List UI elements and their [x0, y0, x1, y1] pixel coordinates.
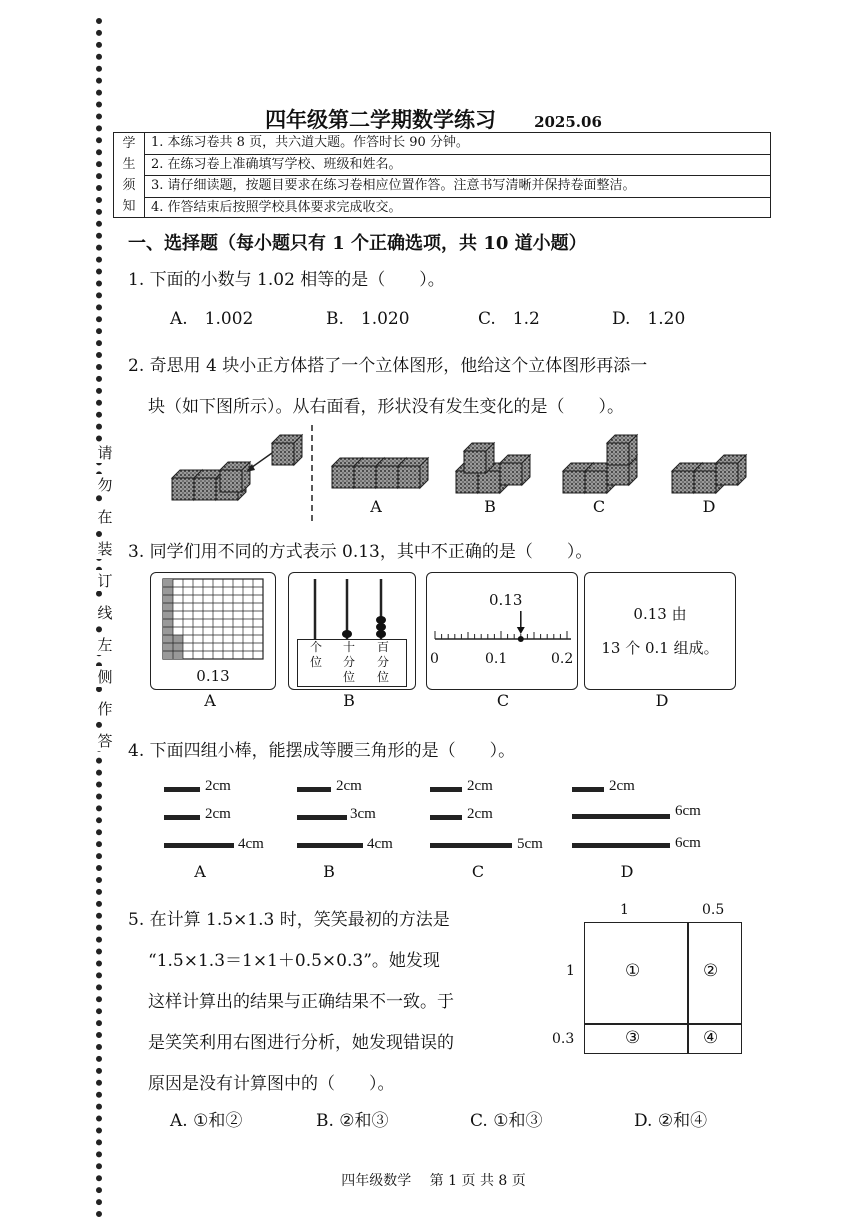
- notice-label-char: 生: [122, 157, 136, 172]
- stick-length: 6cm: [675, 835, 701, 851]
- q4-label-b[interactable]: B: [323, 862, 335, 881]
- stick-length: 2cm: [467, 806, 493, 822]
- exam-title: 四年级第二学期数学练习: [265, 107, 497, 132]
- grid-divider-v: [687, 923, 689, 1053]
- q3-figure-a: [150, 572, 276, 690]
- side-char: 作: [95, 698, 115, 719]
- grid-left-label-1: 1: [566, 963, 575, 979]
- place-tenths: 十分位: [342, 640, 355, 684]
- cell-4: ④: [703, 1028, 719, 1048]
- question-5-line: 5. 在计算 1.5×1.3 时，笑笑最初的方法是: [128, 910, 450, 930]
- area-model-grid: [584, 922, 742, 1054]
- stick-length: 5cm: [517, 836, 543, 852]
- cube-figures: [160, 425, 760, 525]
- side-char: 侧: [95, 666, 115, 687]
- q3-figure-b: [288, 572, 416, 690]
- cube: [716, 455, 746, 485]
- number-line-value: 0.13: [489, 591, 523, 609]
- q3-label-a[interactable]: A: [204, 691, 216, 710]
- q1-option-c[interactable]: C. 1.2: [478, 309, 540, 329]
- stick-length: 6cm: [675, 803, 701, 819]
- q3-label-c[interactable]: C: [496, 691, 510, 710]
- cell-1: ①: [625, 961, 641, 981]
- question-2-line2: 块（如下图所示）。从右面看，形状没有发生变化的是（ ）。: [148, 397, 624, 417]
- cube: [220, 462, 250, 492]
- side-char: 在: [95, 506, 115, 527]
- q5-option-d[interactable]: D. ②和④: [634, 1111, 708, 1131]
- q1-option-a[interactable]: A. 1.002: [170, 309, 254, 329]
- place-hundredths: 百分位: [376, 640, 389, 684]
- notice-label: [114, 133, 145, 217]
- question-2-line1: 2. 奇思用 4 块小正方体搭了一个立体图形，他给这个立体图形再添一: [128, 356, 648, 376]
- notice-label-char: 学: [122, 136, 136, 151]
- notice-item: 4. 作答结束后按照学校具体要求完成收交。: [151, 199, 402, 215]
- page-title: [0, 104, 867, 134]
- statement-line-1: 0.13 由: [633, 605, 687, 623]
- page-footer: 四年级数学 第 1 页 共 8 页: [341, 1173, 526, 1189]
- q5-option-c[interactable]: C. ①和③: [470, 1111, 543, 1131]
- tick-0-1: 0.1: [485, 651, 508, 667]
- grid-divider-h: [585, 1023, 741, 1025]
- q2-label-a[interactable]: A: [370, 497, 382, 516]
- notice-item: 2. 在练习卷上准确填写学校、班级和姓名。: [145, 155, 770, 177]
- q2-label-d[interactable]: D: [702, 497, 716, 516]
- cell-2: ②: [703, 961, 719, 981]
- notice-item: 3. 请仔细读题，按题目要求在练习卷相应位置作答。注意书写清晰并保持卷面整洁。: [145, 176, 770, 198]
- cube: [464, 443, 494, 473]
- cube: [398, 458, 428, 488]
- question-4-text: 4. 下面四组小棒，能摆成等腰三角形的是（ ）。: [128, 741, 516, 761]
- q1-option-d[interactable]: D. 1.20: [612, 309, 686, 329]
- stick-length: 2cm: [336, 778, 362, 794]
- question-5-line: 是笑笑利用右图进行分析，她发现错误的: [148, 1033, 454, 1053]
- q4-label-a[interactable]: A: [194, 862, 206, 881]
- q3-figure-c: [426, 572, 578, 690]
- q1-option-b[interactable]: B. 1.020: [326, 309, 410, 329]
- stick-length: 4cm: [367, 836, 393, 852]
- q4-label-d[interactable]: D: [620, 862, 634, 881]
- tick-0-2: 0.2: [551, 651, 574, 667]
- q2-label-c[interactable]: C: [592, 497, 606, 516]
- hundred-grid: [151, 573, 275, 669]
- stick: [430, 815, 462, 820]
- stick: [572, 814, 670, 819]
- tick-0: 0: [430, 651, 439, 667]
- q4-label-c[interactable]: C: [471, 862, 485, 881]
- abacus-base: [297, 639, 407, 687]
- question-3-text: 3. 同学们用不同的方式表示 0.13，其中不正确的是（ ）。: [128, 542, 593, 562]
- stick: [297, 815, 347, 820]
- side-char: 左: [95, 634, 115, 655]
- stick: [572, 843, 670, 848]
- cube: [607, 435, 637, 465]
- q5-option-a[interactable]: A. ①和②: [170, 1111, 243, 1131]
- side-char: 装: [95, 538, 115, 559]
- grid-caption: 0.13: [196, 667, 230, 685]
- abacus: [289, 573, 415, 643]
- stick: [164, 843, 234, 848]
- stick: [297, 787, 331, 792]
- stick-length: 2cm: [205, 778, 231, 794]
- stick-length: 2cm: [467, 778, 493, 794]
- stick-length: 2cm: [609, 778, 635, 794]
- notice-label-char: 须: [122, 178, 136, 193]
- notice-item: 1. 本练习卷共 8 页，共六道大题。作答时长 90 分钟。: [145, 133, 770, 155]
- stick: [297, 843, 363, 848]
- question-5-line: 这样计算出的结果与正确结果不一致。于: [148, 992, 454, 1012]
- stick: [164, 815, 200, 820]
- side-char: 请: [95, 442, 115, 463]
- side-char: 勿: [95, 474, 115, 495]
- q3-label-b[interactable]: B: [343, 691, 355, 710]
- q3-figure-d: [584, 572, 736, 690]
- section-heading: 一、选择题（每小题只有 1 个正确选项，共 10 道小题）: [128, 233, 587, 254]
- cube: [500, 455, 530, 485]
- grid-left-label-2: 0.3: [552, 1031, 575, 1047]
- place-ones: 个位: [309, 640, 322, 669]
- q2-label-b[interactable]: B: [484, 497, 496, 516]
- q5-option-b[interactable]: B. ②和③: [316, 1111, 389, 1131]
- cell-3: ③: [625, 1028, 641, 1048]
- q3-label-d[interactable]: D: [655, 691, 669, 710]
- statement-line-2: 13 个 0.1 组成。: [601, 639, 719, 657]
- side-char: 答: [95, 730, 115, 751]
- added-cube: [272, 435, 302, 465]
- question-5-line: “1.5×1.3＝1×1＋0.5×0.3”。她发现: [148, 951, 440, 971]
- side-char: 线: [95, 602, 115, 623]
- stick: [164, 787, 200, 792]
- question-5-line: 原因是没有计算图中的（ ）。: [148, 1074, 395, 1094]
- grid-top-label-2: 0.5: [702, 902, 725, 918]
- number-line: [427, 603, 577, 683]
- notice-label-char: 知: [122, 199, 136, 214]
- stick-length: 2cm: [205, 806, 231, 822]
- notice-box: [113, 132, 771, 218]
- stick-length: 3cm: [350, 806, 376, 822]
- stick: [572, 787, 604, 792]
- question-1-text: 1. 下面的小数与 1.02 相等的是（ ）。: [128, 270, 445, 290]
- side-char: 订: [95, 570, 115, 591]
- stick: [430, 787, 462, 792]
- exam-date: 2025.06: [534, 113, 602, 131]
- stick: [430, 843, 512, 848]
- grid-top-label-1: 1: [620, 902, 629, 918]
- stick-length: 4cm: [238, 836, 264, 852]
